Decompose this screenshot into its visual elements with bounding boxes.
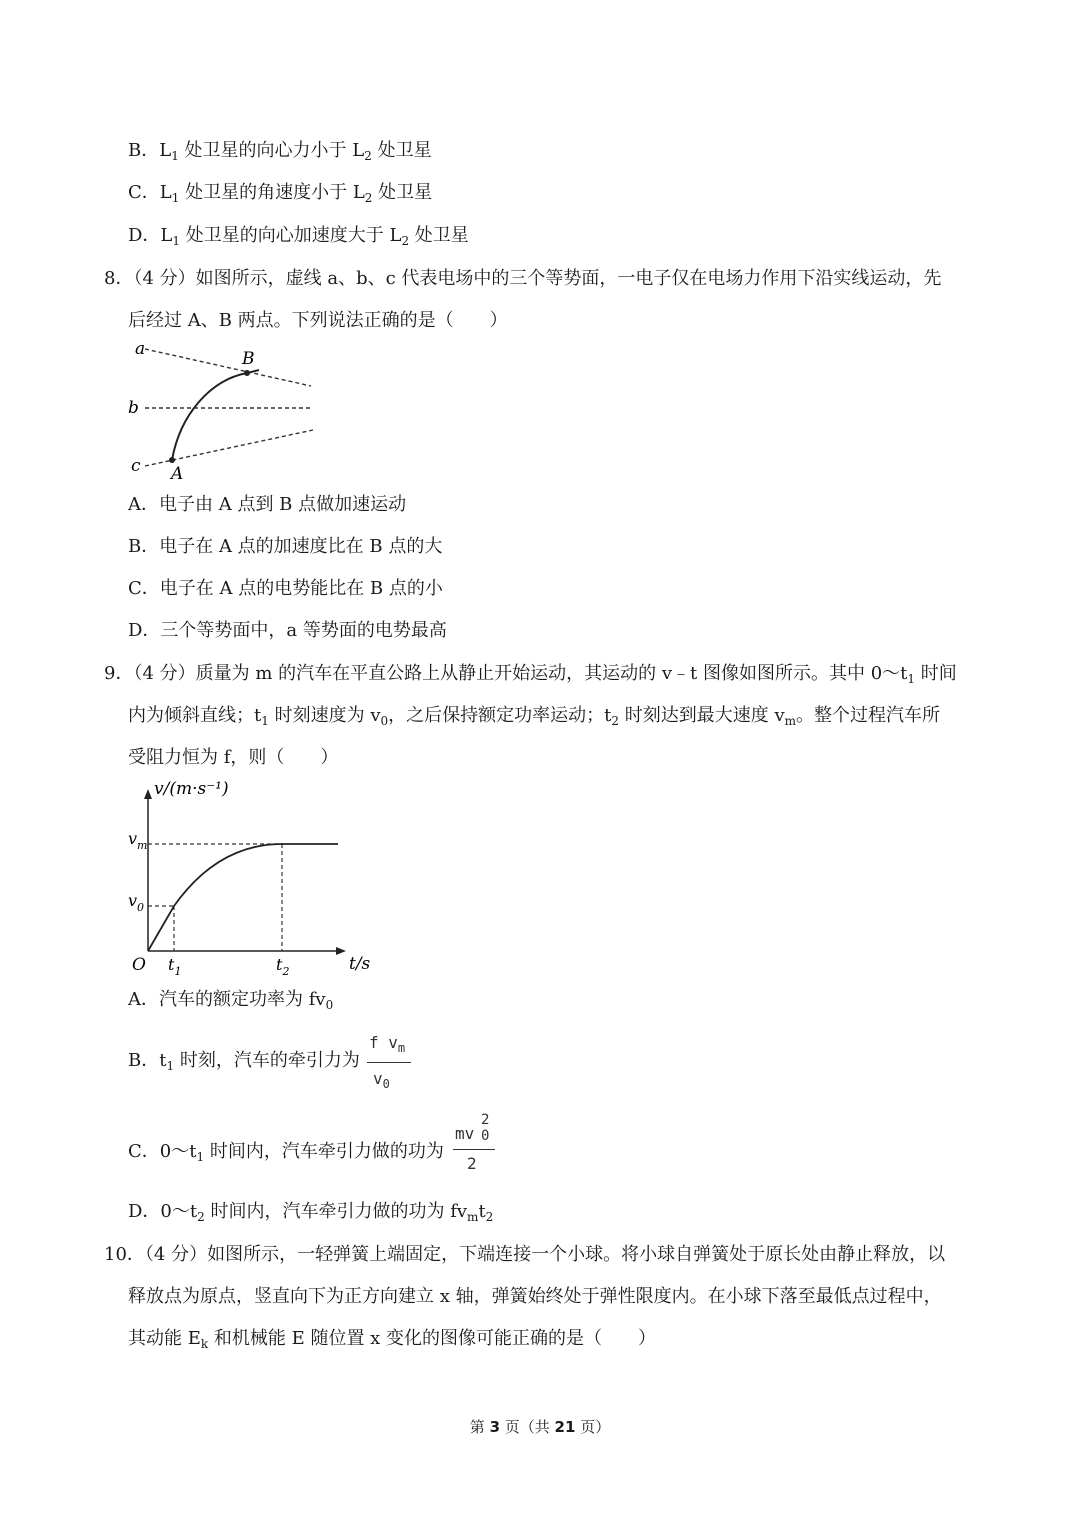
page-footer: 第 3 页（共 21 页） bbox=[469, 1418, 611, 1436]
vm-label: $v_m$ bbox=[128, 829, 148, 852]
vt-curve bbox=[148, 844, 338, 951]
y-axis-label: v/(m·s⁻¹) bbox=[154, 779, 229, 799]
q8-option-d: D．三个等势面中，a 等势面的电势最高 bbox=[128, 620, 447, 641]
fraction-denominator: 2 bbox=[467, 1154, 477, 1173]
q8-stem-line1: 8．（4 分）如图所示，虚线 a、b、c 代表电场中的三个等势面，一电子仅在电场力作用下沿实线运动，先 bbox=[104, 268, 942, 289]
q9-option-d: D．$0\sim t_2$ 时间内，汽车牵引力做的功为 $fv_mt_2$ bbox=[128, 1201, 494, 1224]
t2-label: $t_2$ bbox=[276, 955, 290, 978]
q10-stem-line1: 10．（4 分）如图所示，一轻弹簧上端固定，下端连接一个小球。将小球自弹簧处于原长处由静止释放，以 bbox=[104, 1244, 946, 1265]
q7-option-c: C．$L_1$ 处卫星的角速度小于 $L_2$ 处卫星 bbox=[128, 182, 433, 205]
q8-option-a: A．电子由 A 点到 B 点做加速运动 bbox=[128, 494, 407, 515]
point-a-dot bbox=[169, 457, 175, 463]
q9-option-c: C．$0\sim t_1$ 时间内，汽车牵引力做的功为 bbox=[128, 1141, 444, 1164]
origin-label: O bbox=[132, 955, 146, 975]
q9-option-c-fraction bbox=[453, 1112, 498, 1180]
q8-option-c: C．电子在 A 点的电势能比在 B 点的小 bbox=[128, 578, 443, 599]
label-a: a bbox=[135, 340, 146, 359]
t1-label: $t_1$ bbox=[168, 955, 182, 978]
point-b-dot bbox=[244, 370, 250, 376]
y-axis-arrow bbox=[144, 789, 152, 799]
q10-stem-line3: 其动能 $E_k$ 和机械能 E 随位置 x 变化的图像可能正确的是（ ） bbox=[128, 1328, 657, 1351]
fraction-numerator: f $v_m$ bbox=[369, 1033, 406, 1055]
q9-vt-graph bbox=[122, 775, 382, 980]
x-axis-label: t/s bbox=[349, 954, 371, 974]
fraction-superscript: 2 bbox=[481, 1112, 490, 1128]
fraction-numerator: mv bbox=[455, 1124, 475, 1143]
x-axis-arrow bbox=[336, 947, 346, 955]
q9-option-b-fraction bbox=[367, 1033, 412, 1095]
q7-option-b: B．$L_1$ 处卫星的向心力小于 $L_2$ 处卫星 bbox=[128, 140, 432, 163]
q8-option-b: B．电子在 A 点的加速度比在 B 点的大 bbox=[128, 536, 443, 557]
label-point-b: B bbox=[242, 349, 255, 369]
q9-stem-line2: 内为倾斜直线；$t_1$ 时刻速度为 $v_0$，之后保持额定功率运动；$t_2$ 时刻达到最大速度 $v_m$。整个过程汽车所 bbox=[128, 705, 941, 728]
q9-stem-line1: 9．（4 分）质量为 m 的汽车在平直公路上从静止开始运动，其运动的 v﹣t 图像如图所示。其中 $0\sim t_1$ 时间 bbox=[104, 663, 957, 686]
q8-stem-line2: 后经过 A、B 两点。下列说法正确的是（ ） bbox=[128, 310, 508, 331]
q9-option-b: B．$t_1$ 时刻，汽车的牵引力为 bbox=[128, 1050, 360, 1073]
q7-option-d: D．$L_1$ 处卫星的向心加速度大于 $L_2$ 处卫星 bbox=[128, 225, 469, 248]
q10-stem-line2: 释放点为原点，竖直向下为正方向建立 x 轴，弹簧始终处于弹性限度内。在小球下落至最低点过程中， bbox=[128, 1286, 942, 1307]
label-point-a: A bbox=[171, 464, 184, 482]
q9-option-a: A．汽车的额定功率为 $fv_0$ bbox=[128, 989, 334, 1012]
q9-stem-line3: 受阻力恒为 f，则（ ） bbox=[128, 747, 339, 768]
fraction-subscript: 0 bbox=[481, 1128, 490, 1144]
fraction-denominator: $v_0$ bbox=[373, 1069, 390, 1091]
v0-label: $v_0$ bbox=[128, 891, 145, 914]
label-c: c bbox=[131, 456, 141, 476]
label-b: b bbox=[128, 398, 139, 418]
q8-equipotential-figure bbox=[125, 340, 325, 482]
